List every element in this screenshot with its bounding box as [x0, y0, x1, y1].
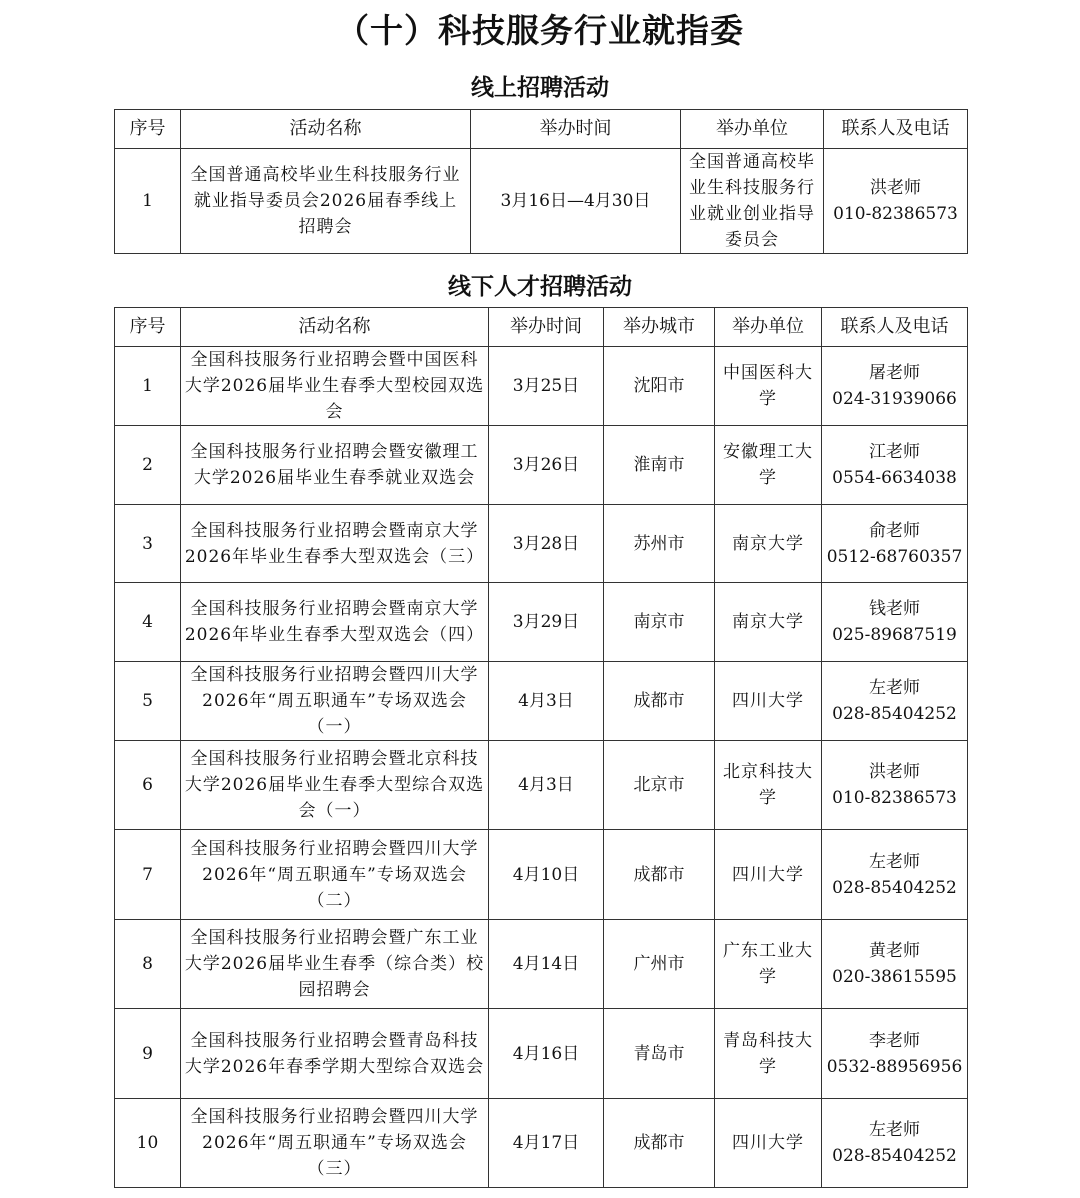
activity-name: 全国科技服务行业招聘会暨四川大学2026年“周五职通车”专场双选会（一） [181, 662, 489, 741]
contact-cell [822, 426, 968, 505]
activity-time: 3月26日 [489, 426, 604, 505]
contact-phone: 010-82386573 [832, 788, 957, 808]
host-unit: 全国普通高校毕业生科技服务行业就业创业指导委员会 [681, 149, 824, 254]
table-header-row [115, 308, 968, 347]
contact-name: 洪老师 [869, 762, 920, 782]
row-number: 4 [115, 583, 181, 662]
table-row [115, 741, 968, 830]
activity-name: 全国科技服务行业招聘会暨青岛科技大学2026年春季学期大型综合双选会 [181, 1009, 489, 1099]
host-city: 成都市 [604, 830, 715, 920]
contact-name: 俞老师 [869, 520, 920, 541]
contact-name: 江老师 [869, 442, 920, 462]
contact-name: 黄老师 [869, 941, 920, 961]
contact-phone: 028-85404252 [832, 1146, 957, 1166]
header-contact: 联系人及电话 [824, 110, 968, 149]
contact-phone: 025-89687519 [832, 625, 957, 645]
host-unit: 四川大学 [715, 662, 822, 741]
activity-time: 3月29日 [489, 583, 604, 662]
host-unit: 南京大学 [715, 583, 822, 662]
contact-phone: 0554-6634038 [832, 468, 957, 488]
activity-name: 全国科技服务行业招聘会暨北京科技大学2026届毕业生春季大型综合双选会（一） [181, 741, 489, 830]
row-number: 5 [115, 662, 181, 741]
row-number: 6 [115, 741, 181, 830]
contact-name: 李老师 [869, 1030, 920, 1051]
table-row [115, 920, 968, 1009]
contact-cell [824, 149, 968, 254]
online-section-title: 线上招聘活动 [471, 75, 609, 101]
contact-cell [822, 1009, 968, 1099]
table-row [115, 505, 968, 583]
row-number: 3 [115, 505, 181, 583]
header-time: 举办时间 [489, 308, 604, 347]
offline-section-title: 线下人才招聘活动 [448, 274, 632, 300]
host-city: 淮南市 [604, 426, 715, 505]
activity-time: 4月3日 [489, 662, 604, 741]
table-row [115, 830, 968, 920]
contact-name: 左老师 [869, 1120, 920, 1140]
host-city: 青岛市 [604, 1009, 715, 1099]
table-row [115, 1009, 968, 1099]
table-row [115, 583, 968, 662]
row-number: 8 [115, 920, 181, 1009]
host-city: 广州市 [604, 920, 715, 1009]
activity-time: 4月17日 [489, 1099, 604, 1188]
header-name: 活动名称 [181, 308, 489, 347]
header-host: 举办单位 [715, 308, 822, 347]
contact-phone: 028-85404252 [832, 704, 957, 724]
header-contact: 联系人及电话 [822, 308, 968, 347]
host-unit: 广东工业大学 [715, 920, 822, 1009]
contact-name: 钱老师 [869, 599, 920, 619]
host-unit: 四川大学 [715, 830, 822, 920]
host-city: 成都市 [604, 662, 715, 741]
host-city: 苏州市 [604, 505, 715, 583]
row-number: 1 [115, 149, 181, 254]
contact-cell [822, 662, 968, 741]
host-unit: 北京科技大学 [715, 741, 822, 830]
table-row [115, 347, 968, 426]
contact-phone: 0532-88956956 [826, 1056, 963, 1077]
activity-time: 4月10日 [489, 830, 604, 920]
row-number: 7 [115, 830, 181, 920]
host-city: 沈阳市 [604, 347, 715, 426]
contact-cell [822, 741, 968, 830]
online-activities-table [114, 109, 968, 254]
contact-cell [822, 830, 968, 920]
row-number: 10 [115, 1099, 181, 1188]
table-row [115, 1099, 968, 1188]
contact-cell [822, 1099, 968, 1188]
activity-name: 全国科技服务行业招聘会暨南京大学2026年毕业生春季大型双选会（三） [181, 505, 489, 583]
activity-name: 全国科技服务行业招聘会暨安徽理工大学2026届毕业生春季就业双选会 [181, 426, 489, 505]
table-row [115, 149, 968, 254]
contact-name: 屠老师 [869, 363, 920, 383]
host-unit: 安徽理工大学 [715, 426, 822, 505]
activity-time: 4月3日 [489, 741, 604, 830]
activity-time: 3月28日 [489, 505, 604, 583]
activity-name: 全国科技服务行业招聘会暨中国医科大学2026届毕业生春季大型校园双选会 [181, 347, 489, 426]
activity-name: 全国普通高校毕业生科技服务行业就业指导委员会2026届春季线上招聘会 [181, 149, 471, 254]
page-title: （十）科技服务行业就指委 [336, 11, 744, 50]
contact-phone: 020-38615595 [832, 967, 957, 987]
contact-cell [822, 920, 968, 1009]
table-header-row [115, 110, 968, 149]
activity-time: 3月25日 [489, 347, 604, 426]
header-time: 举办时间 [471, 110, 681, 149]
row-number: 9 [115, 1009, 181, 1099]
contact-phone: 0512-68760357 [826, 546, 963, 567]
contact-phone: 010-82386573 [833, 204, 958, 224]
host-city: 成都市 [604, 1099, 715, 1188]
table-row [115, 426, 968, 505]
contact-cell [822, 583, 968, 662]
contact-name: 左老师 [869, 678, 920, 698]
activity-time: 4月14日 [489, 920, 604, 1009]
header-city: 举办城市 [604, 308, 715, 347]
offline-activities-table [114, 307, 968, 1188]
host-unit: 四川大学 [715, 1099, 822, 1188]
host-unit: 南京大学 [715, 505, 822, 583]
activity-name: 全国科技服务行业招聘会暨广东工业大学2026届毕业生春季（综合类）校园招聘会 [181, 920, 489, 1009]
activity-name: 全国科技服务行业招聘会暨四川大学2026年“周五职通车”专场双选会（三） [181, 1099, 489, 1188]
table-row [115, 662, 968, 741]
activity-time: 3月16日—4月30日 [471, 149, 681, 254]
contact-phone: 028-85404252 [832, 877, 957, 898]
header-name: 活动名称 [181, 110, 471, 149]
activity-name: 全国科技服务行业招聘会暨南京大学2026年毕业生春季大型双选会（四） [181, 583, 489, 662]
header-no: 序号 [115, 308, 181, 347]
host-unit: 青岛科技大学 [715, 1009, 822, 1099]
contact-phone: 024-31939066 [832, 389, 957, 409]
host-city: 北京市 [604, 741, 715, 830]
activity-name: 全国科技服务行业招聘会暨四川大学2026年“周五职通车”专场双选会（二） [181, 830, 489, 920]
row-number: 1 [115, 347, 181, 426]
activity-time: 4月16日 [489, 1009, 604, 1099]
host-city: 南京市 [604, 583, 715, 662]
row-number: 2 [115, 426, 181, 505]
header-host: 举办单位 [681, 110, 824, 149]
contact-name: 洪老师 [870, 178, 921, 198]
contact-cell [822, 505, 968, 583]
contact-name: 左老师 [869, 851, 920, 872]
header-no: 序号 [115, 110, 181, 149]
contact-cell [822, 347, 968, 426]
host-unit: 中国医科大学 [715, 347, 822, 426]
